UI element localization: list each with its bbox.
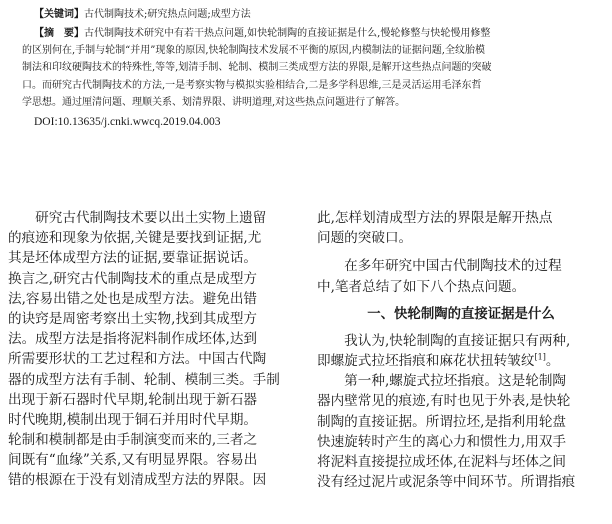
abstract-label: 【摘 要】 [34, 28, 84, 39]
body-line: 制陶的直接证据。所谓拉坯,是指利用轮盘 [317, 413, 567, 430]
body-text: 即螺旋式拉坯指痕和麻花状扭转皱纹 [317, 352, 535, 369]
body-line: 快速旋转时产生的离心力和惯性力,用双手 [317, 433, 567, 450]
citation-ref: [1] [534, 352, 546, 362]
body-line: 在多年研究中国古代制陶技术的过程 [317, 258, 562, 275]
body-line: 出现于新石器时代早期,轮制出现于新石器 [8, 391, 258, 408]
doi-line: DOI:10.13635/j.cnki.wwcq.2019.04.003 [34, 116, 221, 128]
body-line: 错的根源在于没有划清成型方法的界限。因 [8, 472, 267, 489]
abstract-text: 古代制陶技术研究中有若干热点问题,如快轮制陶的直接证据是什么,慢轮修整与快轮慢用修整 [84, 28, 491, 39]
body-line: 的诀窍是周密考察出土实物,找到其成型方 [8, 310, 258, 327]
body-line: 间既有“血缘”关系,又有明显界限。容易出 [8, 452, 258, 469]
body-line: 没有经过泥片或泥条等中间环节。所谓指痕 [317, 474, 576, 491]
abstract-block [22, 25, 590, 111]
front-matter [0, 0, 612, 150]
body-line: 此,怎样划清成型方法的界限是解开热点 [317, 210, 553, 226]
body-line: 我认为,快轮制陶的直接证据只有两种, [317, 332, 571, 349]
body-line: 其是坯体成型方法的证据,要靠证据说话。 [8, 250, 258, 267]
body-line: 时代晚期,模制出现于铜石并用时代早期。 [8, 411, 258, 428]
body-line: 中,笔者总结了如下八个热点问题。 [317, 278, 526, 295]
body-line: 所需要形状的工艺过程和方法。中国古代陶 [8, 351, 267, 368]
body-line: 研究古代制陶技术要以出土实物上遗留 [8, 210, 267, 226]
right-column [317, 208, 605, 492]
abstract-line: 的区别何在,手制与轮制“并用”现象的原因,快轮制陶技术发展不平衡的原因,内模制法的证据问题,全纹胎模 [22, 45, 485, 57]
keywords-label: 【关键词】 [34, 9, 84, 20]
section-heading: 一、快轮制陶的直接证据是什么 [367, 306, 555, 322]
abstract-line: 学思想。通过厘清问题、理顺关系、划清界限、讲明道理,对这些热点问题进行了解答。 [22, 96, 406, 108]
body-line: 器内壁常见的痕迹,有时也见于外表,是快轮 [317, 393, 571, 410]
left-column [8, 208, 298, 491]
keywords-text: 古代制陶技术;研究热点问题;成型方法 [84, 9, 251, 20]
abstract-line: 制法和印纹硬陶技术的特殊性,等等,划清手制、轮制、模制三类成型方法的界限,是解开这些热点问题的突破 [22, 62, 492, 74]
body-line: 轮制和模制都是由手制演变而来的,三者之 [8, 432, 258, 449]
body-line: 换言之,研究古代制陶技术的重点是成型方 [8, 270, 258, 287]
abstract-line: 口。而研究古代制陶技术的方法,一是考察实物与模拟实验相结合,二是多学科思维,三是灵活运用毛泽东哲 [22, 79, 482, 91]
body-text: 。 [545, 352, 560, 369]
body-line: 将泥料直接提拉成坯体,在泥料与坯体之间 [317, 453, 567, 470]
body-line: 第一种,螺旋式拉坯指痕。这是轮制陶 [317, 373, 567, 390]
abstract-line [22, 25, 590, 42]
body-line: 法,容易出错之处也是成型方法。避免出错 [8, 290, 258, 307]
body-line: 的痕迹和现象为依据,关键是要找到证据,尤 [8, 230, 262, 247]
body-line: 问题的突破口。 [317, 230, 413, 247]
paragraph-gap [317, 248, 605, 256]
keywords-line [34, 8, 594, 22]
body-line: 器的成型方法有手制、轮制、模制三类。手制 [8, 371, 280, 388]
body-line: 法。成型方法是指将泥料制作成坯体,达到 [8, 331, 258, 348]
body-line [317, 351, 605, 371]
